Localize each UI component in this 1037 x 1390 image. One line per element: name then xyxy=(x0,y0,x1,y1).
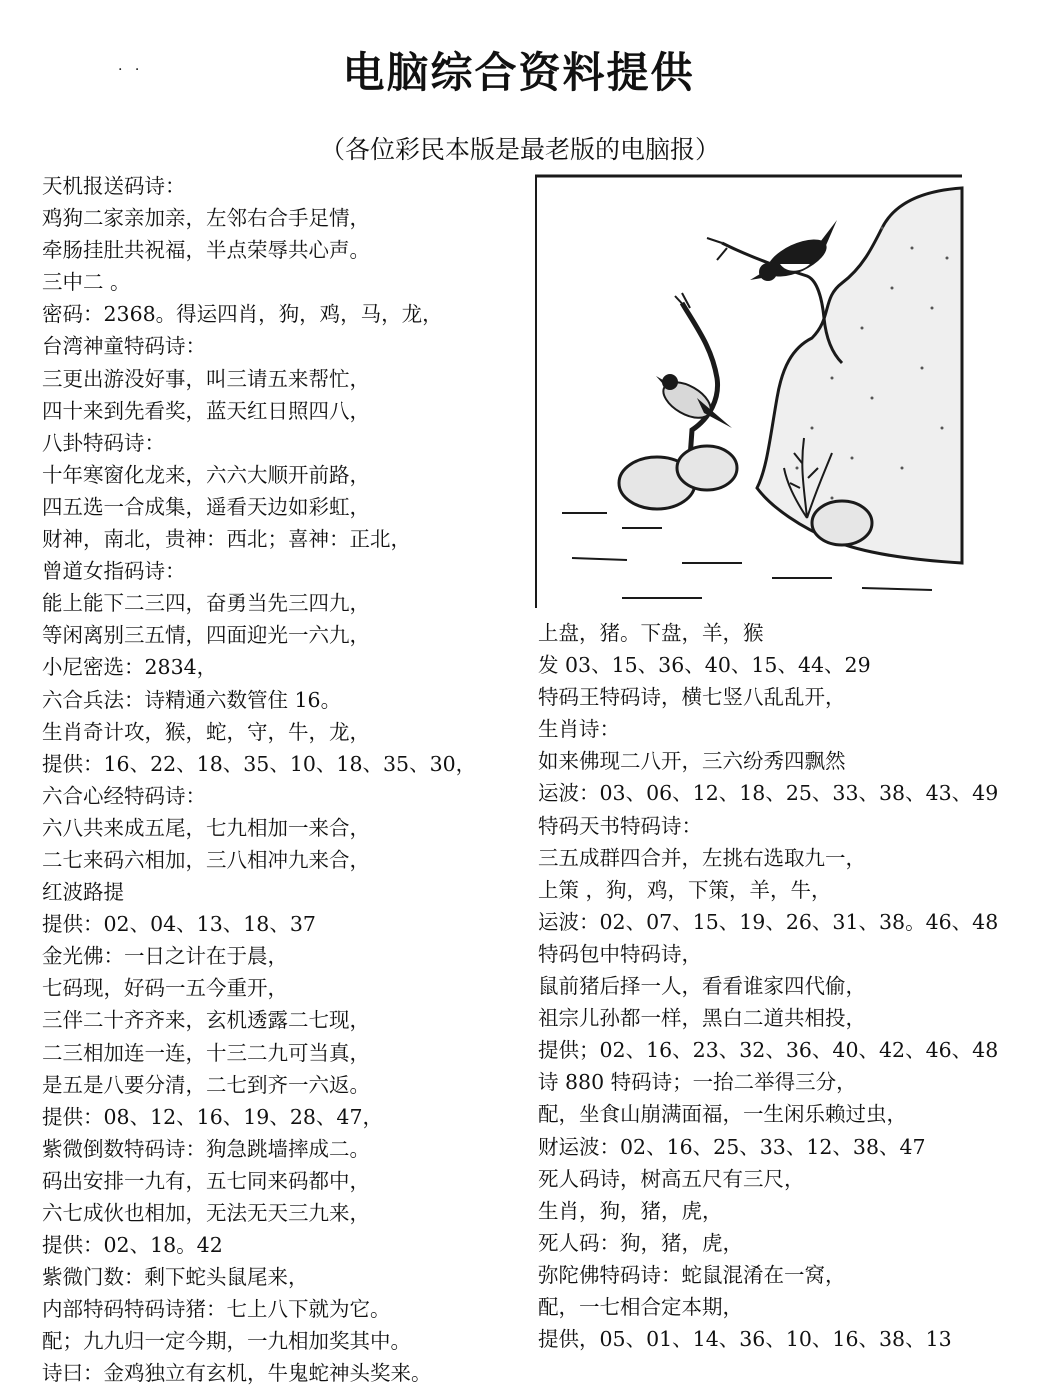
text-line: 上盘，猪。下盘，羊，猴 xyxy=(538,621,764,645)
text-line: 金光佛：一日之计在于晨， xyxy=(42,944,288,969)
right-text-column xyxy=(538,617,1028,1355)
text-line: 是五是八要分清，二七到齐一六返。 xyxy=(42,1072,370,1097)
text-line: 提供，05、01、14、36、10、16、38、13 xyxy=(538,1327,952,1352)
text-line: 密码：2368。得运四肖，狗，鸡，马，龙， xyxy=(42,302,443,327)
text-line: 紫微门数：剩下蛇头鼠尾来， xyxy=(42,1265,309,1290)
text-line: 七码现，好码一五今重开， xyxy=(42,976,288,1001)
text-line: 提供：02、04、13、18、37 xyxy=(42,912,316,937)
text-line: 提供：02、18。42 xyxy=(42,1233,223,1258)
left-text-column xyxy=(42,170,522,1390)
text-line: 如来佛现二八开，三六纷秀四飘然 xyxy=(538,749,846,774)
text-line: 曾道女指码诗： xyxy=(42,559,186,584)
text-line: 特码包中特码诗， xyxy=(538,941,702,966)
text-line: 诗曰：金鸡独立有玄机，牛鬼蛇神头奖来。 xyxy=(42,1361,432,1386)
text-line: 鼠前猪后择一人，看看谁家四代偷， xyxy=(538,974,866,999)
text-line: 等闲离别三五情，四面迎光一六九， xyxy=(42,623,370,648)
text-line: 生肖奇计攻，猴，蛇，守，牛，龙， xyxy=(42,719,370,744)
lower-bird xyxy=(656,374,732,428)
text-line: 六八共来成五尾，七九相加一来合， xyxy=(42,815,370,840)
text-line: 运波：03、06、12、18、25、33、38、43、49 xyxy=(538,781,999,806)
text-line: 弥陀佛特码诗：蛇鼠混淆在一窝， xyxy=(538,1262,846,1287)
upper-bird xyxy=(750,220,837,284)
text-line: 财神，南北，贵神：西北；喜神：正北， xyxy=(42,527,411,552)
text-line: 发 03、15、36、40、15、44、29 xyxy=(538,653,871,678)
text-line: 配，坐食山崩满面福，一生闲乐赖过虫， xyxy=(538,1102,907,1127)
text-line: 祖宗儿孙都一样，黑白二道共相投， xyxy=(538,1006,866,1031)
text-line: 配；九九归一定今期，一九相加奖其中。 xyxy=(42,1329,411,1354)
page-subtitle: （各位彩民本版是最老版的电脑报） xyxy=(320,135,721,164)
text-line: 天机报送码诗： xyxy=(42,174,186,198)
text-line: 六合心经特码诗： xyxy=(42,783,206,808)
upper-twig xyxy=(707,238,727,260)
lower-branch xyxy=(682,303,718,458)
text-line: 生肖诗： xyxy=(538,717,620,742)
stone-right xyxy=(677,446,737,490)
decorative-dots: . . xyxy=(118,58,144,74)
text-line: 二七来码六相加，三八相冲九来合， xyxy=(42,847,370,872)
text-line: 运波：02、07、15、19、26、31、38。46、48 xyxy=(538,909,999,934)
text-line: 红波路提 xyxy=(42,880,124,905)
text-line: 配，一七相合定本期， xyxy=(538,1294,743,1319)
text-line: 能上能下二三四，奋勇当先三四九， xyxy=(42,591,370,616)
text-line: 特码王特码诗，横七竖八乱乱开， xyxy=(538,685,846,710)
text-line: 牵肠挂肚共祝福，半点荣辱共心声。 xyxy=(42,238,370,263)
text-line: 小尼密选：2834， xyxy=(42,655,218,680)
birds-on-rock-illustration xyxy=(532,168,964,608)
text-line: 紫微倒数特码诗：狗急跳墙摔成二。 xyxy=(42,1136,370,1161)
text-line: 财运波：02、16、25、33、12、38、47 xyxy=(538,1134,926,1159)
text-line: 生肖，狗，猪，虎， xyxy=(538,1198,723,1223)
text-line: 内部特码特码诗猪：七上八下就为它。 xyxy=(42,1297,391,1322)
page-title: 电脑综合资料提供 xyxy=(342,48,695,97)
text-line: 六合兵法：诗精通六数管住 16。 xyxy=(42,687,342,712)
text-line: 台湾神童特码诗： xyxy=(42,334,206,359)
stone-small xyxy=(812,501,872,545)
text-line: 提供：16、22、18、35、10、18、35、30， xyxy=(42,751,477,776)
text-line: 四五选一合成集，遥看天边如彩虹， xyxy=(42,494,370,519)
text-line: 三五成群四合并，左挑右选取九一， xyxy=(538,845,866,870)
text-line: 死人码：狗，猪，虎， xyxy=(538,1230,743,1255)
text-line: 八卦特码诗： xyxy=(42,430,165,455)
text-line: 上策 ，狗，鸡，下策，羊，牛， xyxy=(538,877,832,902)
text-line: 诗 880 特码诗；一抬二举得三分， xyxy=(538,1070,857,1095)
text-line: 提供：08、12、16、19、28、47， xyxy=(42,1104,384,1129)
text-line: 三更出游没好事，叫三请五来帮忙， xyxy=(42,366,370,391)
text-line: 码出安排一九有，五七同来码都中， xyxy=(42,1168,370,1193)
text-line: 六七成伙也相加，无法无天三九来， xyxy=(42,1201,370,1225)
text-line: 二三相加连一连，十三二九可当真， xyxy=(42,1040,370,1065)
text-line: 死人码诗，树高五尺有三尺， xyxy=(538,1166,805,1191)
text-line: 三中二 。 xyxy=(42,270,131,295)
text-line: 鸡狗二家亲加亲，左邻右合手足情， xyxy=(42,206,370,231)
text-line: 提供；02、16、23、32、36、40、42、46、48 xyxy=(538,1038,999,1063)
text-line: 四十来到先看奖，蓝天红日照四八， xyxy=(42,398,370,423)
text-line: 特码天书特码诗： xyxy=(538,813,702,838)
text-line: 十年寒窗化龙来，六六大顺开前路， xyxy=(42,462,370,487)
text-line: 三伴二十齐齐来，玄机透露二七现， xyxy=(42,1008,370,1033)
